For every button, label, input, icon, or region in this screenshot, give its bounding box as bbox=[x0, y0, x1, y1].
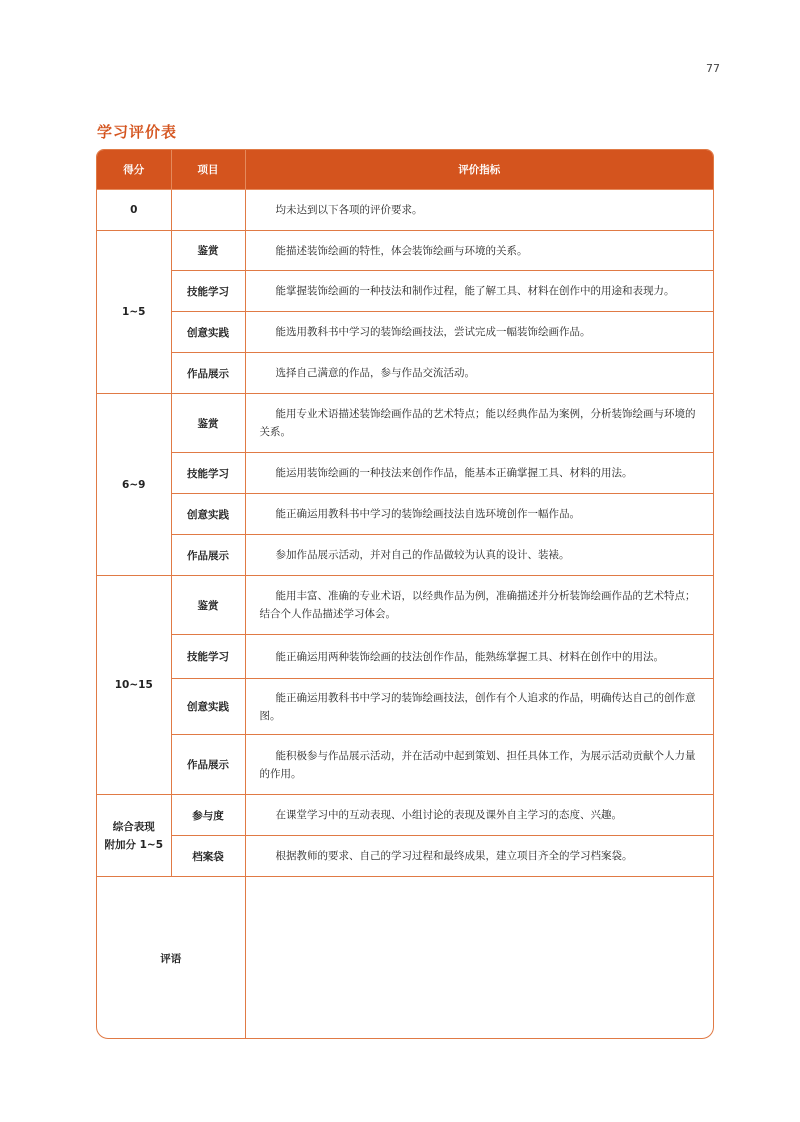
table-row bbox=[97, 394, 713, 453]
item-cell: 作品展示 bbox=[171, 735, 245, 795]
item-cell: 技能学习 bbox=[171, 453, 245, 494]
criterion-cell: 能用丰富、准确的专业术语，以经典作品为例，准确描述并分析装饰绘画作品的艺术特点；结合个人作品描述学习体会。 bbox=[245, 576, 713, 635]
item-cell bbox=[171, 190, 245, 231]
item-cell: 创意实践 bbox=[171, 312, 245, 353]
header-item: 项目 bbox=[171, 150, 245, 190]
score-cell bbox=[97, 795, 171, 877]
table-header-row bbox=[97, 150, 713, 190]
score-cell: 6~9 bbox=[97, 394, 171, 576]
criterion-cell: 选择自己满意的作品，参与作品交流活动。 bbox=[245, 353, 713, 394]
table-row bbox=[97, 271, 713, 312]
table-row bbox=[97, 312, 713, 353]
table-row bbox=[97, 353, 713, 394]
header-criteria: 评价指标 bbox=[245, 150, 713, 190]
table-row bbox=[97, 231, 713, 271]
table-row bbox=[97, 635, 713, 679]
table-row bbox=[97, 576, 713, 635]
item-cell: 鉴赏 bbox=[171, 576, 245, 635]
item-cell: 创意实践 bbox=[171, 494, 245, 535]
criterion-cell: 能运用装饰绘画的一种技法来创作作品，能基本正确掌握工具、材料的用法。 bbox=[245, 453, 713, 494]
score-line: 附加分 1~5 bbox=[104, 838, 164, 851]
page-number: 77 bbox=[706, 62, 720, 75]
score-line: 综合表现 bbox=[112, 820, 155, 833]
criterion-cell: 在课堂学习中的互动表现、小组讨论的表现及课外自主学习的态度、兴趣。 bbox=[245, 795, 713, 836]
item-cell: 参与度 bbox=[171, 795, 245, 836]
evaluation-table-frame bbox=[96, 149, 714, 1039]
item-cell: 作品展示 bbox=[171, 353, 245, 394]
table-row bbox=[97, 735, 713, 795]
table-row bbox=[97, 190, 713, 231]
table-row bbox=[97, 679, 713, 735]
item-cell: 作品展示 bbox=[171, 535, 245, 576]
item-cell: 档案袋 bbox=[171, 836, 245, 877]
criterion-cell: 能用专业术语描述装饰绘画作品的艺术特点；能以经典作品为案例，分析装饰绘画与环境的关系。 bbox=[245, 394, 713, 453]
score-cell: 10~15 bbox=[97, 576, 171, 795]
page-title: 学习评价表 bbox=[97, 123, 178, 141]
item-cell: 鉴赏 bbox=[171, 394, 245, 453]
score-cell: 1~5 bbox=[97, 231, 171, 394]
criterion-cell: 能描述装饰绘画的特性，体会装饰绘画与环境的关系。 bbox=[245, 231, 713, 271]
criterion-cell: 能正确运用两种装饰绘画的技法创作作品，能熟练掌握工具、材料在创作中的用法。 bbox=[245, 635, 713, 679]
criterion-cell: 能积极参与作品展示活动，并在活动中起到策划、担任具体工作，为展示活动贡献个人力量的作用。 bbox=[245, 735, 713, 795]
comment-label: 评语 bbox=[97, 877, 245, 1040]
criterion-cell: 参加作品展示活动，并对自己的作品做较为认真的设计、装裱。 bbox=[245, 535, 713, 576]
criterion-cell: 能选用教科书中学习的装饰绘画技法，尝试完成一幅装饰绘画作品。 bbox=[245, 312, 713, 353]
criterion-cell: 根据教师的要求、自己的学习过程和最终成果，建立项目齐全的学习档案袋。 bbox=[245, 836, 713, 877]
comment-row bbox=[97, 877, 713, 1040]
item-cell: 技能学习 bbox=[171, 635, 245, 679]
item-cell: 鉴赏 bbox=[171, 231, 245, 271]
criterion-cell: 能掌握装饰绘画的一种技法和制作过程，能了解工具、材料在创作中的用途和表现力。 bbox=[245, 271, 713, 312]
item-cell: 技能学习 bbox=[171, 271, 245, 312]
table-row bbox=[97, 795, 713, 836]
table-row bbox=[97, 494, 713, 535]
table-row bbox=[97, 535, 713, 576]
item-cell: 创意实践 bbox=[171, 679, 245, 735]
header-score: 得分 bbox=[97, 150, 171, 190]
table-row bbox=[97, 453, 713, 494]
table-row bbox=[97, 836, 713, 877]
criterion-cell: 能正确运用教科书中学习的装饰绘画技法，创作有个人追求的作品，明确传达自己的创作意图。 bbox=[245, 679, 713, 735]
score-cell: 0 bbox=[97, 190, 171, 231]
criterion-cell: 均未达到以下各项的评价要求。 bbox=[245, 190, 713, 231]
criterion-cell: 能正确运用教科书中学习的装饰绘画技法自选环境创作一幅作品。 bbox=[245, 494, 713, 535]
comment-area[interactable] bbox=[245, 877, 713, 1040]
evaluation-table bbox=[97, 150, 713, 1039]
